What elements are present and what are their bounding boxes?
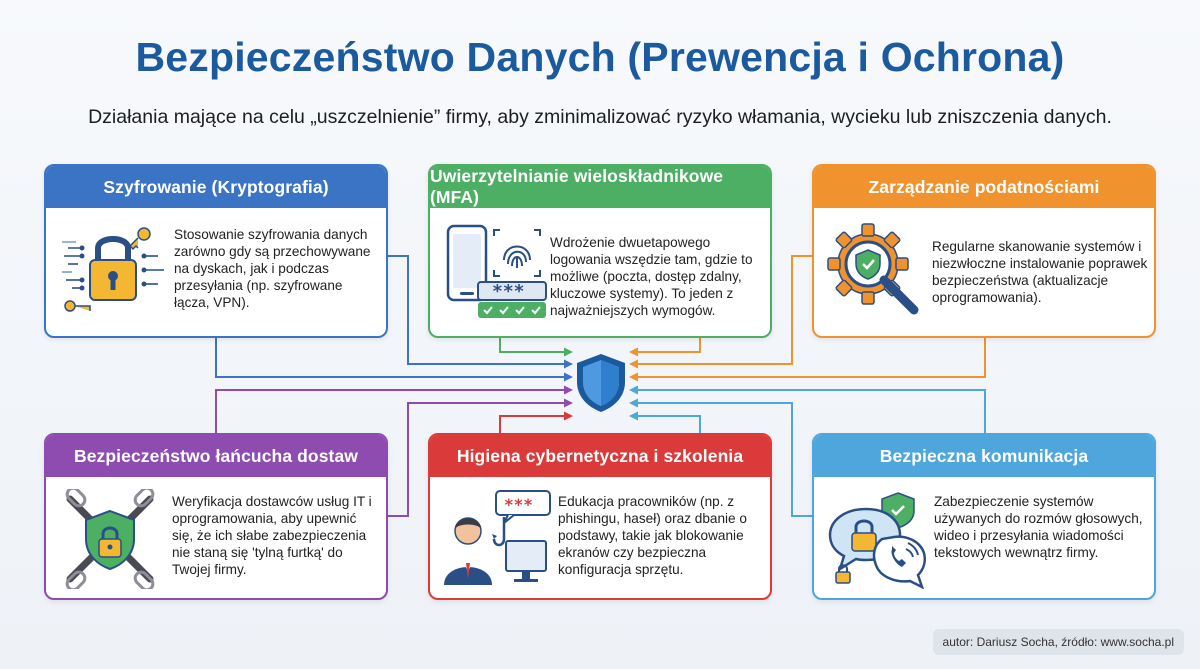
mfa-password-mask: *** (492, 281, 525, 302)
hygiene-password-mask: *** (504, 495, 533, 514)
card-vulnerability-text: Regularne skanowanie systemów i niezwłoczne instalowanie poprawek bezpieczeństwa (aktualizacje oprogramowania). (932, 239, 1148, 305)
connector-supply-chain (216, 390, 565, 433)
shield-icon (573, 352, 629, 414)
page-title: Bezpieczeństwo Danych (Prewencja i Ochrona) (135, 34, 1065, 80)
card-mfa-text: Wdrożenie dwuetapowego logowania wszędzie tam, gdzie to możliwe (poczta, dostęp zdalny, kluczowe systemy). To jeden z najważniejszych wymogów. (550, 235, 753, 318)
connector-hygiene (500, 416, 565, 433)
connector-vulnerability (637, 338, 985, 377)
card-hygiene-heading: Higiena cybernetyczna i szkolenia (430, 435, 770, 477)
page-subtitle: Działania mające na celu „uszczelnienie” firmy, aby zminimalizować ryzyko włamania, wycieku lub zniszczenia danych. (88, 106, 1112, 128)
card-mfa (428, 164, 772, 338)
card-supply-chain (44, 433, 388, 600)
card-vulnerability-heading: Zarządzanie podatnościami (814, 166, 1154, 208)
phishing-worker-icon (442, 489, 554, 589)
connector-mfa (500, 338, 565, 352)
card-supply-chain-heading: Bezpieczeństwo łańcucha dostaw (46, 435, 386, 477)
connector-communication (637, 390, 985, 433)
chat-bubbles-lock-icon (826, 489, 926, 589)
card-communication-heading: Bezpieczna komunikacja (814, 435, 1154, 477)
author-credit: autor: Dariusz Socha, źródło: www.socha.pl (933, 629, 1184, 655)
card-encryption-text: Stosowanie szyfrowania danych zarówno gdy są przechowywane na dyskach, jak i podczas przesyłania (np. szyfrowane łącza, VPN). (174, 227, 371, 310)
chain-shield-padlock-icon (60, 489, 160, 589)
encrypted-padlock-circuit-icon (60, 220, 172, 320)
card-mfa-heading: Uwierzytelnianie wieloskładnikowe (MFA) (430, 166, 770, 208)
card-supply-chain-text: Weryfikacja dostawców usług IT i oprogramowania, aby upewnić się, że ich słabe zabezpieczenia nie staną się 'tylną furtką' do Twojej firmy. (172, 494, 372, 577)
card-encryption-heading: Szyfrowanie (Kryptografia) (46, 166, 386, 208)
connector-encryption (216, 338, 565, 377)
card-encryption (44, 164, 388, 338)
card-hygiene (428, 433, 772, 600)
card-hygiene-text: Edukacja pracowników (np. z phishingu, haseł) oraz dbanie o podstawy, takie jak blokowanie ekranów czy bezpieczna konfiguracja sprzętu. (558, 494, 747, 577)
card-communication (812, 433, 1156, 600)
gear-shield-magnifier-icon (826, 222, 926, 322)
card-communication-text: Zabezpieczenie systemów używanych do rozmów głosowych, wideo i przesyłania wiadomości tekstowych wewnątrz firmy. (934, 494, 1143, 560)
phone-fingerprint-password-icon (444, 222, 550, 322)
card-vulnerability (812, 164, 1156, 338)
